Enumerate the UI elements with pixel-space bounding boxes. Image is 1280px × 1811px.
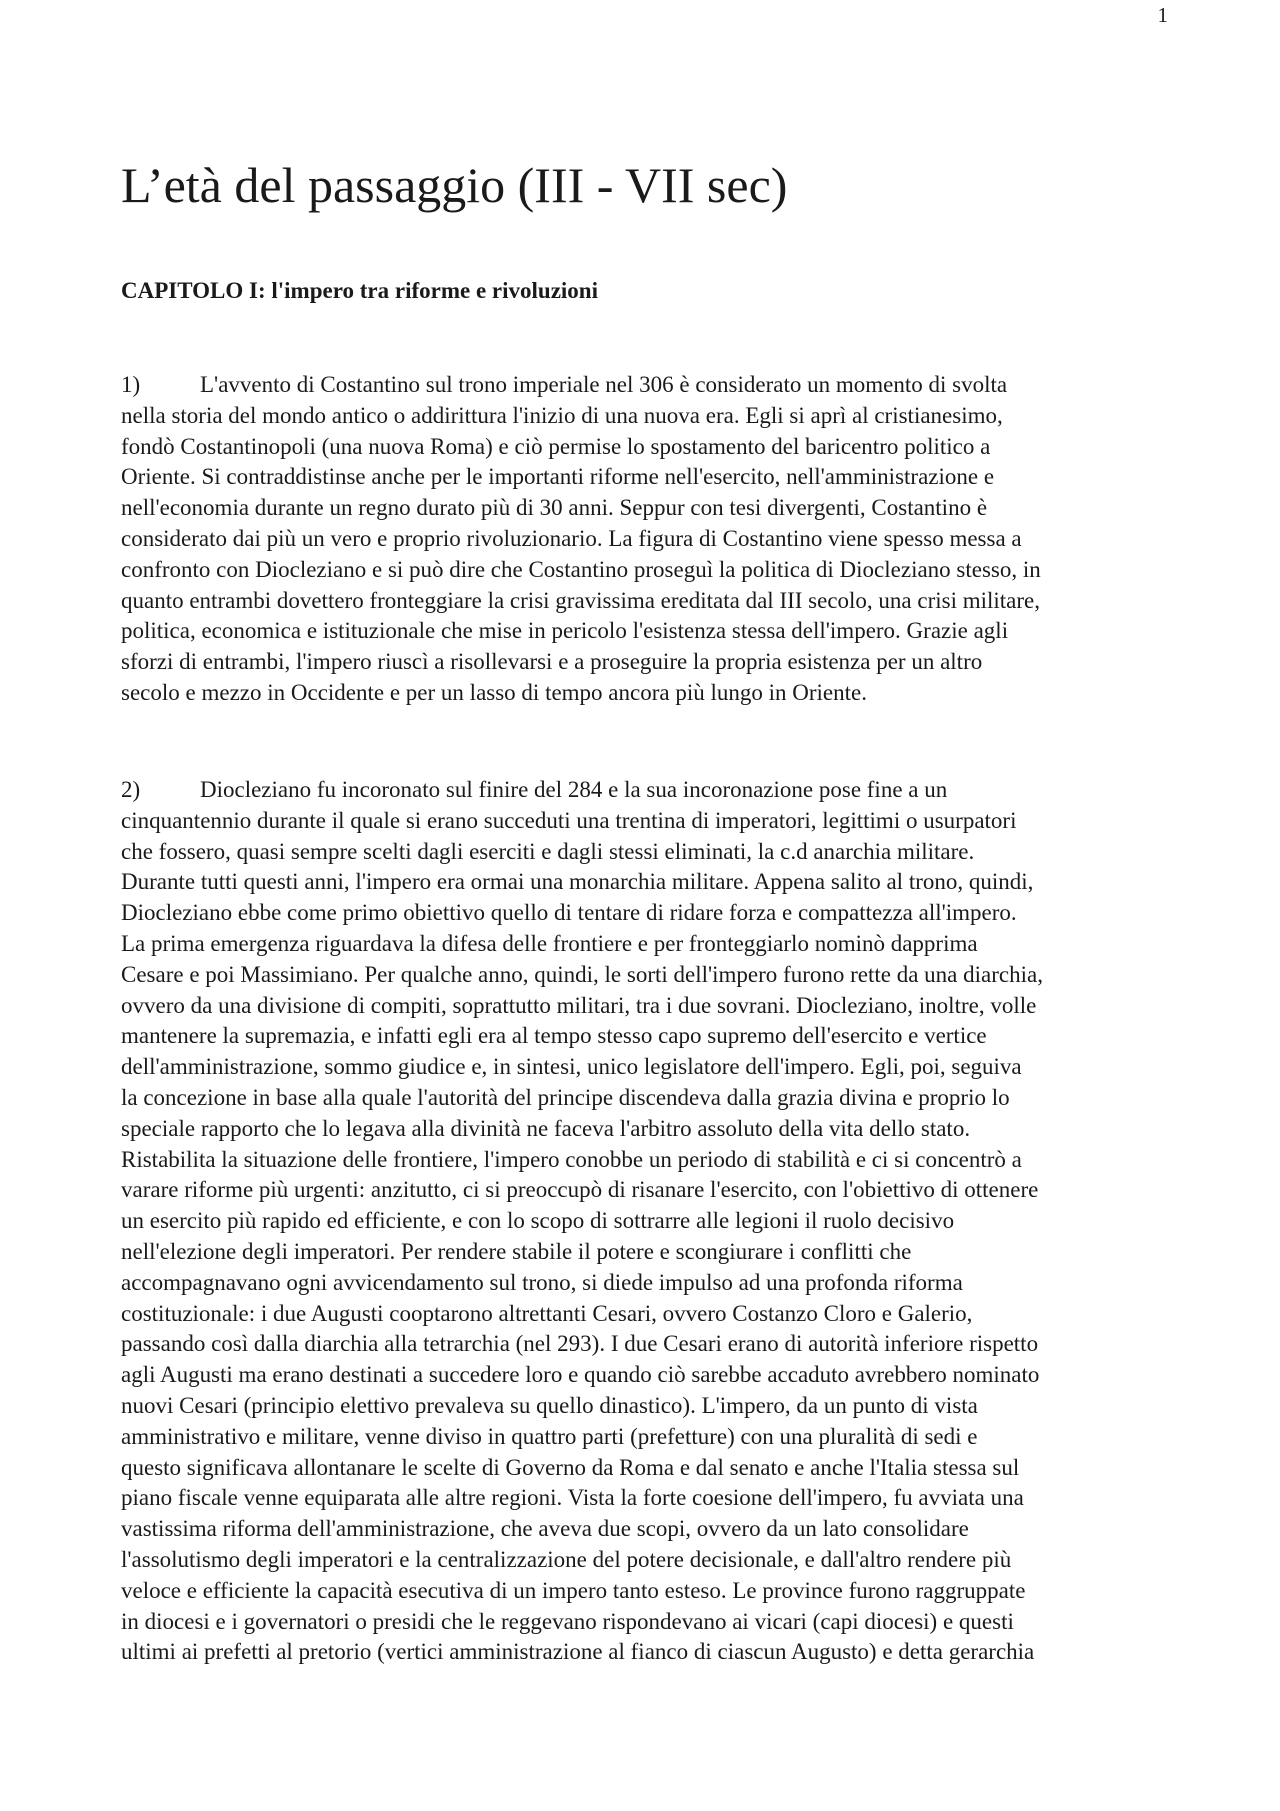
line-text: veloce e efficiente la capacità esecutiva di un impero tanto esteso. Le province furono raggruppate xyxy=(121,1577,1026,1603)
paragraph-line xyxy=(121,1206,1181,1237)
paragraph-line xyxy=(121,370,1181,401)
paragraph-number: 2) xyxy=(121,777,141,802)
line-text: fondò Costantinopoli (una nuova Roma) e ciò permise lo spostamento del baricentro politico a xyxy=(121,433,991,459)
line-text: agli Augusti ma erano destinati a succedere loro e quando ciò sarebbe accaduto avrebbero nominato xyxy=(121,1362,1040,1388)
chapter-heading: CAPITOLO I: l'impero tra riforme e rivoluzioni xyxy=(121,278,598,303)
line-text: confronto con Diocleziano e si può dire che Costantino proseguì la politica di Diocleziano stesso, in xyxy=(121,556,1041,582)
paragraph-line xyxy=(121,960,1181,991)
paragraph-line xyxy=(121,1607,1181,1638)
paragraph-line xyxy=(121,1391,1181,1422)
line-text: questo significava allontanare le scelte di Governo da Roma e dal senato e anche l'Italia stessa sul xyxy=(121,1454,1020,1480)
paragraph-line xyxy=(121,462,1181,493)
line-text: amministrativo e militare, venne diviso in quattro parti (prefetture) con una pluralità di sedi e xyxy=(121,1423,978,1449)
line-text: nell'economia durante un regno durato più di 30 anni. Seppur con tesi divergenti, Costantino è xyxy=(121,495,988,521)
paragraph-line xyxy=(121,678,1181,709)
paragraph-line xyxy=(121,1268,1181,1299)
paragraph-number: 1) xyxy=(121,372,141,397)
paragraph-line xyxy=(121,898,1181,929)
paragraph-line xyxy=(121,1483,1181,1514)
line-text: mantenere la supremazia, e infatti egli era al tempo stesso capo supremo dell'esercito e vertice xyxy=(121,1023,987,1049)
line-text: passando così dalla diarchia alla tetrarchia (nel 293). I due Cesari erano di autorità inferiore rispetto xyxy=(121,1331,1039,1357)
line-text: vastissima riforma dell'amministrazione, che aveva due scopi, ovvero da un lato consolidare xyxy=(121,1516,969,1542)
paragraph-line xyxy=(121,1360,1181,1391)
line-text: secolo e mezzo in Occidente e per un lasso di tempo ancora più lungo in Oriente. xyxy=(121,679,867,705)
document-title: L’età del passaggio (III - VII sec) xyxy=(121,157,788,213)
line-text: la concezione in base alla quale l'autorità del principe discendeva dalla grazia divina e proprio lo xyxy=(121,1084,1010,1110)
paragraph-line xyxy=(121,1299,1181,1330)
paragraph-line xyxy=(121,1453,1181,1484)
line-text: in diocesi e i governatori o presidi che le reggevano rispondevano ai vicari (capi diocesi) e questi xyxy=(121,1608,1014,1634)
line-text: dell'amministrazione, sommo giudice e, in sintesi, unico legislatore dell'impero. Egli, poi, seguiva xyxy=(121,1054,1022,1080)
line-text: considerato dai più un vero e proprio rivoluzionario. La figura di Costantino viene spesso messa a xyxy=(121,525,1022,551)
paragraph-line xyxy=(121,1145,1181,1176)
paragraph-line xyxy=(121,616,1181,647)
paragraph-line xyxy=(121,524,1181,555)
line-text: L'avvento di Costantino sul trono imperiale nel 306 è considerato un momento di svolta xyxy=(200,372,1008,397)
paragraph-line xyxy=(121,1052,1181,1083)
paragraph-line xyxy=(121,1637,1181,1668)
line-text: costituzionale: i due Augusti cooptarono altrettanti Cesari, ovvero Costanzo Cloro e Galerio, xyxy=(121,1300,973,1326)
paragraph-line xyxy=(121,837,1181,868)
line-text: nella storia del mondo antico o addirittura l'inizio di una nuova era. Egli si aprì al cristianesimo, xyxy=(121,402,1003,428)
line-text: Ristabilita la situazione delle frontiere, l'impero conobbe un periodo di stabilità e ci si concentrò a xyxy=(121,1146,1022,1172)
page-number: 1 xyxy=(1157,3,1168,27)
paragraph-2 xyxy=(121,775,1181,1668)
paragraph-line xyxy=(121,586,1181,617)
paragraph-line xyxy=(121,1514,1181,1545)
line-text: politica, economica e istituzionale che mise in pericolo l'esistenza stessa dell'impero. Grazie agli xyxy=(121,618,1009,644)
line-text: che fossero, quasi sempre scelti dagli eserciti e dagli stessi eliminati, la c.d anarchia militare. xyxy=(121,838,975,864)
paragraph-line xyxy=(121,1114,1181,1145)
line-text: accompagnavano ogni avvicendamento sul trono, si diede impulso ad una profonda riforma xyxy=(121,1269,963,1295)
paragraph-line xyxy=(121,493,1181,524)
line-text: ovvero da una divisione di compiti, soprattutto militari, tra i due sovrani. Diocleziano, inoltre, volle xyxy=(121,992,1037,1018)
line-text: Diocleziano fu incoronato sul finire del 284 e la sua incoronazione pose fine a un xyxy=(200,777,948,802)
paragraph-line xyxy=(121,1329,1181,1360)
line-text: La prima emergenza riguardava la difesa delle frontiere e per fronteggiarlo nominò dapprima xyxy=(121,930,978,956)
paragraph-line xyxy=(121,1175,1181,1206)
paragraph-line xyxy=(121,1422,1181,1453)
paragraph-line xyxy=(121,1083,1181,1114)
line-text: nell'elezione degli imperatori. Per rendere stabile il potere e scongiurare i conflitti che xyxy=(121,1238,912,1264)
paragraph-line xyxy=(121,432,1181,463)
line-text: Diocleziano ebbe come primo obiettivo quello di tentare di ridare forza e compattezza all'impero. xyxy=(121,900,1017,926)
line-text: nuovi Cesari (principio elettivo prevaleva su quello dinastico). L'impero, da un punto di vista xyxy=(121,1392,978,1418)
paragraph-line xyxy=(121,555,1181,586)
paragraph-line xyxy=(121,775,1181,806)
paragraph-line xyxy=(121,1545,1181,1576)
line-text: Oriente. Si contraddistinse anche per le importanti riforme nell'esercito, nell'amministrazione e xyxy=(121,464,995,490)
line-text: un esercito più rapido ed efficiente, e con lo scopo di sottrarre alle legioni il ruolo decisivo xyxy=(121,1208,955,1234)
paragraph-line xyxy=(121,401,1181,432)
paragraph-line xyxy=(121,867,1181,898)
line-text: piano fiscale venne equiparata alle altre regioni. Vista la forte coesione dell'impero, fu avviata una xyxy=(121,1485,1024,1511)
paragraph-1 xyxy=(121,370,1181,709)
line-text: quanto entrambi dovettero fronteggiare la crisi gravissima ereditata dal III secolo, una crisi militare, xyxy=(121,587,1041,613)
paragraph-line xyxy=(121,647,1181,678)
line-text: l'assolutismo degli imperatori e la centralizzazione del potere decisionale, e dall'altro rendere più xyxy=(121,1546,1012,1572)
paragraph-line xyxy=(121,806,1181,837)
paragraph-line xyxy=(121,1021,1181,1052)
paragraph-line xyxy=(121,929,1181,960)
line-text: Cesare e poi Massimiano. Per qualche anno, quindi, le sorti dell'impero furono rette da una diarchia, xyxy=(121,961,1043,987)
line-text: cinquantennio durante il quale si erano succeduti una trentina di imperatori, legittimi o usurpatori xyxy=(121,807,1017,833)
line-text: varare riforme più urgenti: anzitutto, ci si preoccupò di risanare l'esercito, con l'obiettivo di ottenere xyxy=(121,1177,1039,1203)
paragraph-line xyxy=(121,1576,1181,1607)
line-text: sforzi di entrambi, l'impero riuscì a risollevarsi e a proseguire la propria esistenza per un altro xyxy=(121,649,983,675)
line-text: speciale rapporto che lo legava alla divinità ne faceva l'arbitro assoluto della vita dello stato. xyxy=(121,1115,971,1141)
line-text: ultimi ai prefetti al pretorio (vertici amministrazione al fianco di ciascun Augusto) e detta gerarchia xyxy=(121,1639,1035,1665)
paragraph-line xyxy=(121,1237,1181,1268)
paragraph-line xyxy=(121,991,1181,1022)
line-text: Durante tutti questi anni, l'impero era ormai una monarchia militare. Appena salito al trono, quindi, xyxy=(121,869,1034,895)
